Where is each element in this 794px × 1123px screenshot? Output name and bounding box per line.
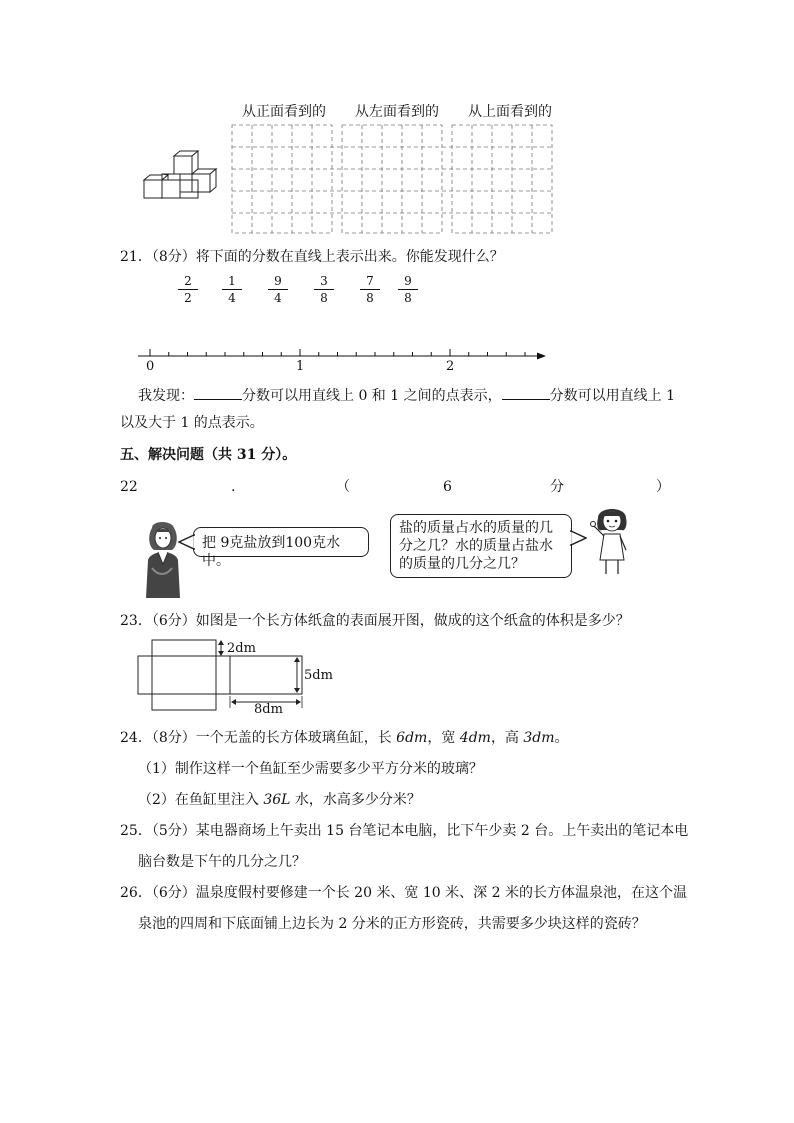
q23-title: 23．（6分）如图是一个长方体纸盒的表面展开图，做成的这个纸盒的体积是多少？ (120, 613, 630, 629)
answer-blank-2[interactable] (502, 385, 550, 400)
speech-bubble-right-line3: 的质量的几分之几？ (399, 556, 525, 572)
q21-title: 21．（8分）将下面的分数在直线上表示出来。你能发现什么？ (120, 249, 504, 265)
speech-bubble-right-line2: 分之几？水的质量占盐水 (399, 538, 553, 554)
fraction-1-4: $\frac{1}{4}$ (222, 274, 242, 305)
number-line (138, 346, 548, 364)
q21-discover-line2: 以及大于 1 的点表示。 (120, 415, 264, 431)
axis-label-1: 1 (296, 359, 305, 374)
bubble-right-tail (569, 530, 587, 546)
axis-label-2: 2 (446, 359, 455, 374)
fraction-7-8: $\frac{7}{8}$ (360, 274, 380, 305)
q22-rparen: ） (656, 479, 670, 495)
view-label-front: 从正面看到的 (242, 104, 326, 120)
q24-sub2: （2）在鱼缸里注入 36L 水，水高多少分米？ (138, 792, 421, 808)
q22-dot: . (231, 479, 236, 495)
q22-lparen: （ (336, 479, 350, 495)
q26-line2: 泉池的四周和下底面铺上边长为 2 分米的正方形瓷砖，共需要多少块这样的瓷砖？ (138, 916, 646, 932)
view-grids (231, 124, 553, 234)
section-5-title: 五、解决问题（共 31 分）。 (120, 447, 297, 463)
q22-score: 6 (443, 479, 452, 495)
q25-line2: 脑台数是下午的几分之几？ (138, 854, 306, 870)
fraction-9-8: $\frac{9}{8}$ (398, 274, 418, 305)
speech-bubble-right-line1: 盐的质量占水的质量的几 (399, 520, 553, 536)
label-2dm: 2dm (227, 641, 256, 656)
answer-blank-1[interactable] (194, 385, 242, 400)
bubble-left-tail (178, 534, 196, 550)
q26-line1: 26．（6分）温泉度假村要修建一个长 20 米、宽 10 米、深 2 米的长方体温泉池，在这个温 (120, 885, 687, 901)
girl-figure (588, 504, 638, 576)
speech-bubble-left (193, 527, 369, 569)
axis-label-0: 0 (146, 359, 155, 374)
speech-bubble-left-text: 把 9克盐放到100克水中。 (202, 535, 341, 569)
fraction-2-2: $\frac{2}{2}$ (178, 274, 198, 305)
label-8dm: 8dm (254, 702, 283, 717)
q24-title: 24．（8分）一个无盖的长方体玻璃鱼缸，长 6dm，宽 4dm，高 3dm。 (120, 730, 569, 746)
speech-bubble-right (390, 514, 572, 578)
fraction-3-8: $\frac{3}{8}$ (314, 274, 334, 305)
fraction-9-4: $\frac{9}{4}$ (268, 274, 288, 305)
q25-line1: 25．（5分）某电器商场上午卖出 15 台笔记本电脑，比下午少卖 2 台。上午卖出的笔记本电 (120, 823, 689, 839)
woman-figure (138, 520, 188, 598)
view-label-top: 从上面看到的 (468, 104, 552, 120)
label-5dm: 5dm (304, 668, 333, 683)
q24-sub1: （1）制作这样一个鱼缸至少需要多少平方分米的玻璃？ (138, 761, 483, 777)
q22-unit: 分 (550, 479, 564, 495)
view-label-left: 从左面看到的 (355, 104, 439, 120)
cube-stack-figure (138, 150, 220, 210)
q21-discover-line1: 我发现： 分数可以用直线上 0 和 1 之间的点表示， 分数可以用直线上 1 (138, 385, 675, 405)
q22-number: 22 (120, 479, 138, 495)
